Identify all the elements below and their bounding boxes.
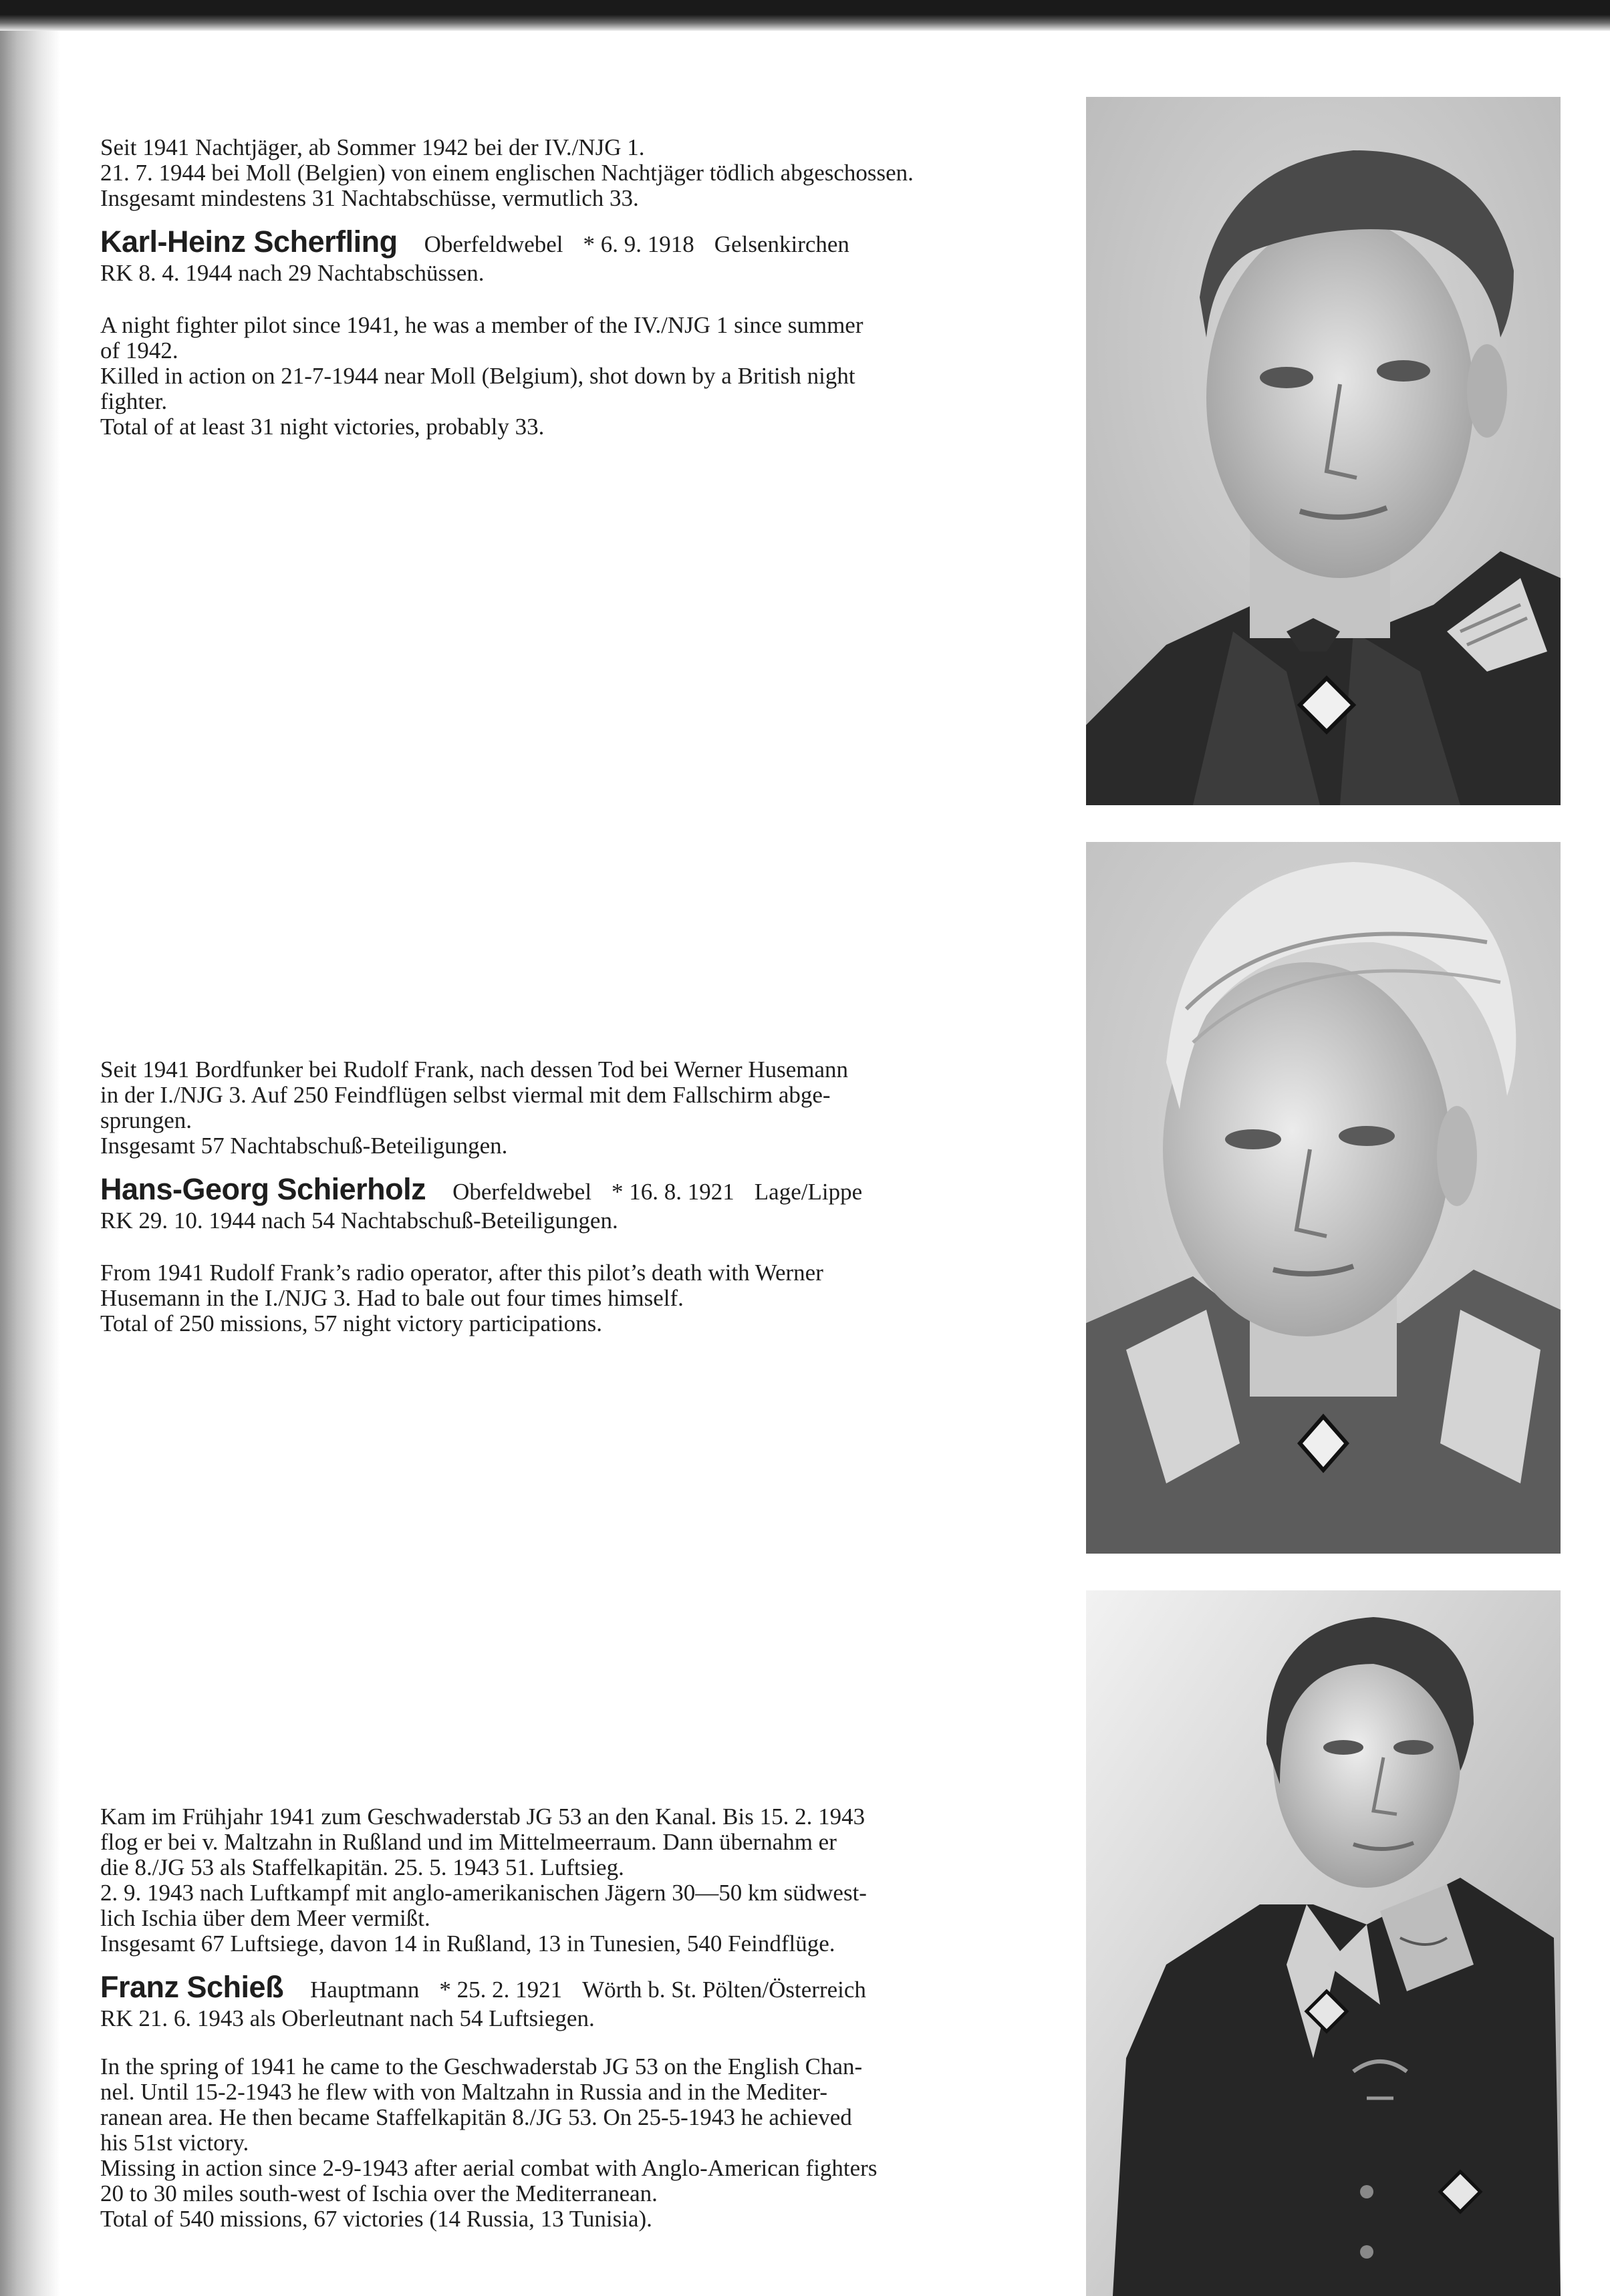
birthplace: Lage/Lippe <box>754 1179 863 1205</box>
german-intro-line: lich Ischia über dem Meer vermißt. <box>100 1905 430 1931</box>
german-intro-line: in der I./NJG 3. Auf 250 Feindflügen selbst viermal mit dem Fallschirm abge- <box>100 1082 831 1108</box>
english-line: Total of 250 missions, 57 night victory participations. <box>100 1310 602 1336</box>
bio-scherfling <box>100 135 1023 440</box>
bio-schierholz <box>100 1057 1023 1336</box>
birth-date: * 6. 9. 1918 <box>583 231 694 257</box>
english-line: From 1941 Rudolf Frank’s radio operator, after this pilot’s death with Werner <box>100 1260 823 1286</box>
english-line: nel. Until 15-2-1943 he flew with von Maltzahn in Russia and in the Mediter- <box>100 2079 827 2105</box>
german-intro-line: Kam im Frühjahr 1941 zum Geschwaderstab JG 53 an den Kanal. Bis 15. 2. 1943 <box>100 1804 865 1830</box>
german-intro-line: flog er bei v. Maltzahn in Rußland und im Mittelmeerraum. Dann übernahm er <box>100 1829 837 1855</box>
german-intro-line: sprungen. <box>100 1107 192 1133</box>
german-intro-line: 21. 7. 1944 bei Moll (Belgien) von einem englischen Nachtjäger tödlich abgeschossen. <box>100 160 914 186</box>
german-intro-line: Insgesamt 67 Luftsiege, davon 14 in Rußland, 13 in Tunesien, 540 Feindflüge. <box>100 1930 835 1957</box>
german-intro-line: Insgesamt 57 Nachtabschuß-Beteiligungen. <box>100 1133 508 1159</box>
person-name: Franz Schieß <box>100 1970 284 2004</box>
german-intro-line: Insgesamt mindestens 31 Nachtabschüsse, vermutlich 33. <box>100 185 639 211</box>
portrait-photo-schiess <box>1086 1590 1561 2296</box>
bio-headline <box>100 1970 1023 2006</box>
bio-headline <box>100 225 1023 261</box>
english-line: Total of at least 31 night victories, probably 33. <box>100 414 545 440</box>
person-name: Karl-Heinz Scherfling <box>100 225 398 259</box>
english-line: of 1942. <box>100 337 178 364</box>
knights-cross-award: RK 8. 4. 1944 nach 29 Nachtabschüssen. <box>100 260 485 286</box>
english-line: Total of 540 missions, 67 victories (14 Russia, 13 Tunisia). <box>100 2206 652 2232</box>
rank: Oberfeldwebel <box>452 1179 592 1205</box>
person-name: Hans-Georg Schierholz <box>100 1172 426 1206</box>
german-intro-line: die 8./JG 53 als Staffelkapitän. 25. 5. 1943 51. Luftsieg. <box>100 1854 624 1880</box>
rank: Hauptmann <box>310 1977 420 2003</box>
knights-cross-award: RK 21. 6. 1943 als Oberleutnant nach 54 Luftsiegen. <box>100 2005 595 2031</box>
rank: Oberfeldwebel <box>424 231 563 257</box>
english-line: Killed in action on 21-7-1944 near Moll (Belgium), shot down by a British night <box>100 363 855 389</box>
birthplace: Wörth b. St. Pölten/Österreich <box>582 1977 866 2003</box>
knights-cross-award: RK 29. 10. 1944 nach 54 Nachtabschuß-Beteiligungen. <box>100 1207 618 1234</box>
birth-date: * 16. 8. 1921 <box>612 1179 734 1205</box>
bio-schiess <box>100 1804 1023 2232</box>
birth-date: * 25. 2. 1921 <box>439 1977 563 2003</box>
portrait-photo-schierholz <box>1086 842 1561 1554</box>
german-intro-line: 2. 9. 1943 nach Luftkampf mit anglo-amerikanischen Jägern 30—50 km südwest- <box>100 1880 867 1906</box>
english-line: fighter. <box>100 388 168 414</box>
english-line: ranean area. He then became Staffelkapitän 8./JG 53. On 25-5-1943 he achieved <box>100 2104 852 2130</box>
english-line: A night fighter pilot since 1941, he was a member of the IV./NJG 1 since summer <box>100 312 863 338</box>
bio-headline <box>100 1172 1023 1208</box>
birthplace: Gelsenkirchen <box>714 231 849 257</box>
german-intro-line: Seit 1941 Bordfunker bei Rudolf Frank, nach dessen Tod bei Werner Husemann <box>100 1056 849 1083</box>
english-line: In the spring of 1941 he came to the Geschwaderstab JG 53 on the English Chan- <box>100 2053 863 2079</box>
german-intro-line: Seit 1941 Nachtjäger, ab Sommer 1942 bei der IV./NJG 1. <box>100 134 645 160</box>
english-line: 20 to 30 miles south-west of Ischia over the Mediterranean. <box>100 2180 658 2206</box>
portrait-photo-scherfling <box>1086 97 1561 805</box>
english-line: Husemann in the I./NJG 3. Had to bale out four times himself. <box>100 1285 684 1311</box>
english-line: Missing in action since 2-9-1943 after aerial combat with Anglo-American fighters <box>100 2155 878 2181</box>
english-line: his 51st victory. <box>100 2130 249 2156</box>
